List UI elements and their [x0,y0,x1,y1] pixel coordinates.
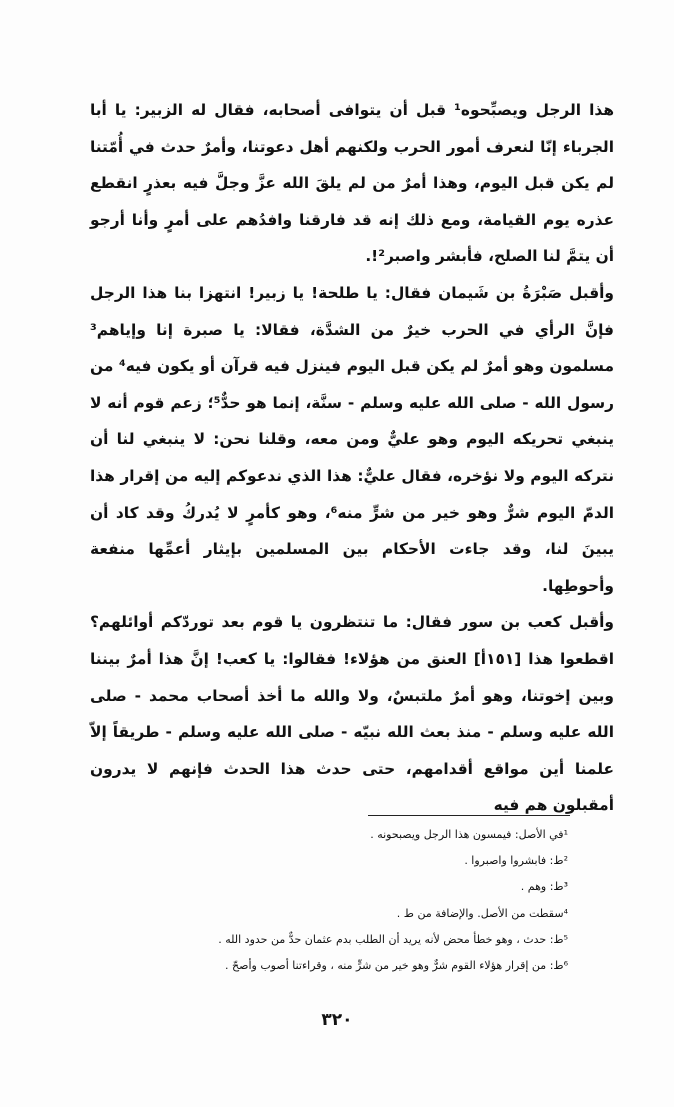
footnote-divider [368,815,570,816]
footnote-3: ³ط: وهم . [520,880,568,894]
paragraph-3: وأقبل كعب بن سور فقال: ما تنتظرون يا قوم بعد توردّكم أوائلهم؟ اقطعوا هذا [١٥١أ] العنق من هؤلاء! فقالوا: يا كعب! إنَّ هذا أمرٌ بيننا وبين إخوتنا، وهو أمرٌ ملتبسٌ، ولا والله ما أخذ أصحاب محمد - صلى الله عليه وسلم - منذ بعث الله نبيّه - صلى الله عليه وسلم - طريقاً إلاّ علمنا أين مواقع أقدامهم، حتى حدث هذا الحدث فإنهم لا يدرون أمقبلون هم فيه [90,613,614,815]
main-text [90,92,614,824]
footnote-1: ¹في الأصل: فيمسون هذا الرجل ويصبحونه . [370,828,568,841]
footnote-2: ²ط: فابشروا واصبروا . [464,854,568,868]
footnote-5: ⁵ط: حدث ، وهو خطأ محض لأنه يريد أن الطلب بدم عثمان حدٌّ من حدود الله . [218,932,568,946]
page-number: ٣٢٠ [321,1010,353,1030]
footnote-6: ⁶ط: من إقرار هؤلاء القوم شرٌّ وهو خير من شرٍّ منه ، وقراءتنا أصوب وأصحّ . [225,959,568,973]
paragraph-2: وأقبل صَبْرَةُ بن شَيمان فقال: يا طلحة! يا زبير! انتهزا بنا هذا الرجل فإنَّ الرأي في الحرب خيرٌ من الشدَّة، فقالا: يا صبرة إنا وإياهم³ مسلمون وهو أمرٌ لم يكن قبل اليوم فينزل فيه قرآن أو يكون فيه⁴ من رسول الله - صلى الله عليه وسلم - سنَّة، إنما هو حدٌّ⁵؛ زعم قوم أنه لا ينبغي تحريكه اليوم وهو عليٌّ ومن معه، وقلنا نحن: لا ينبغي لنا أن نتركه اليوم ولا نؤخره، فقال عليٌّ: هذا الذي ندعوكم إليه من إقرار هذا الدمّ اليوم شرٌّ وهو خير من شرٍّ منه⁶، وهو كأمرٍ لا يُدركُ وقد كاد أن يبينَ لنا، وقد جاءت الأحكام بين المسلمين بإيثار أعمِّها منفعة وأحوطِها. [90,283,614,595]
footnotes [150,822,568,979]
paragraph-1: هذا الرجل ويصبِّحوه¹ قبل أن يتوافى أصحابه، فقال له الزبير: يا أبا الجرباء إنّا لنعرف أمور الحرب ولكنهم أهل دعوتنا، وأمرٌ حدث في أُمّتنا لم يكن قبل اليوم، وهذا أمرٌ من لم يلقَ الله عزَّ وجلَّ فيه بعذرٍ انقطع عذره يوم القيامة، ومع ذلك إنه قد فارقنا وافدُهم على أمرٍ وأنا أرجو أن يتمَّ لنا الصلح، فأبشر واصبر²!. [90,101,614,266]
footnote-4: ⁴سقطت من الأصل. والإضافة من ط . [396,906,568,920]
